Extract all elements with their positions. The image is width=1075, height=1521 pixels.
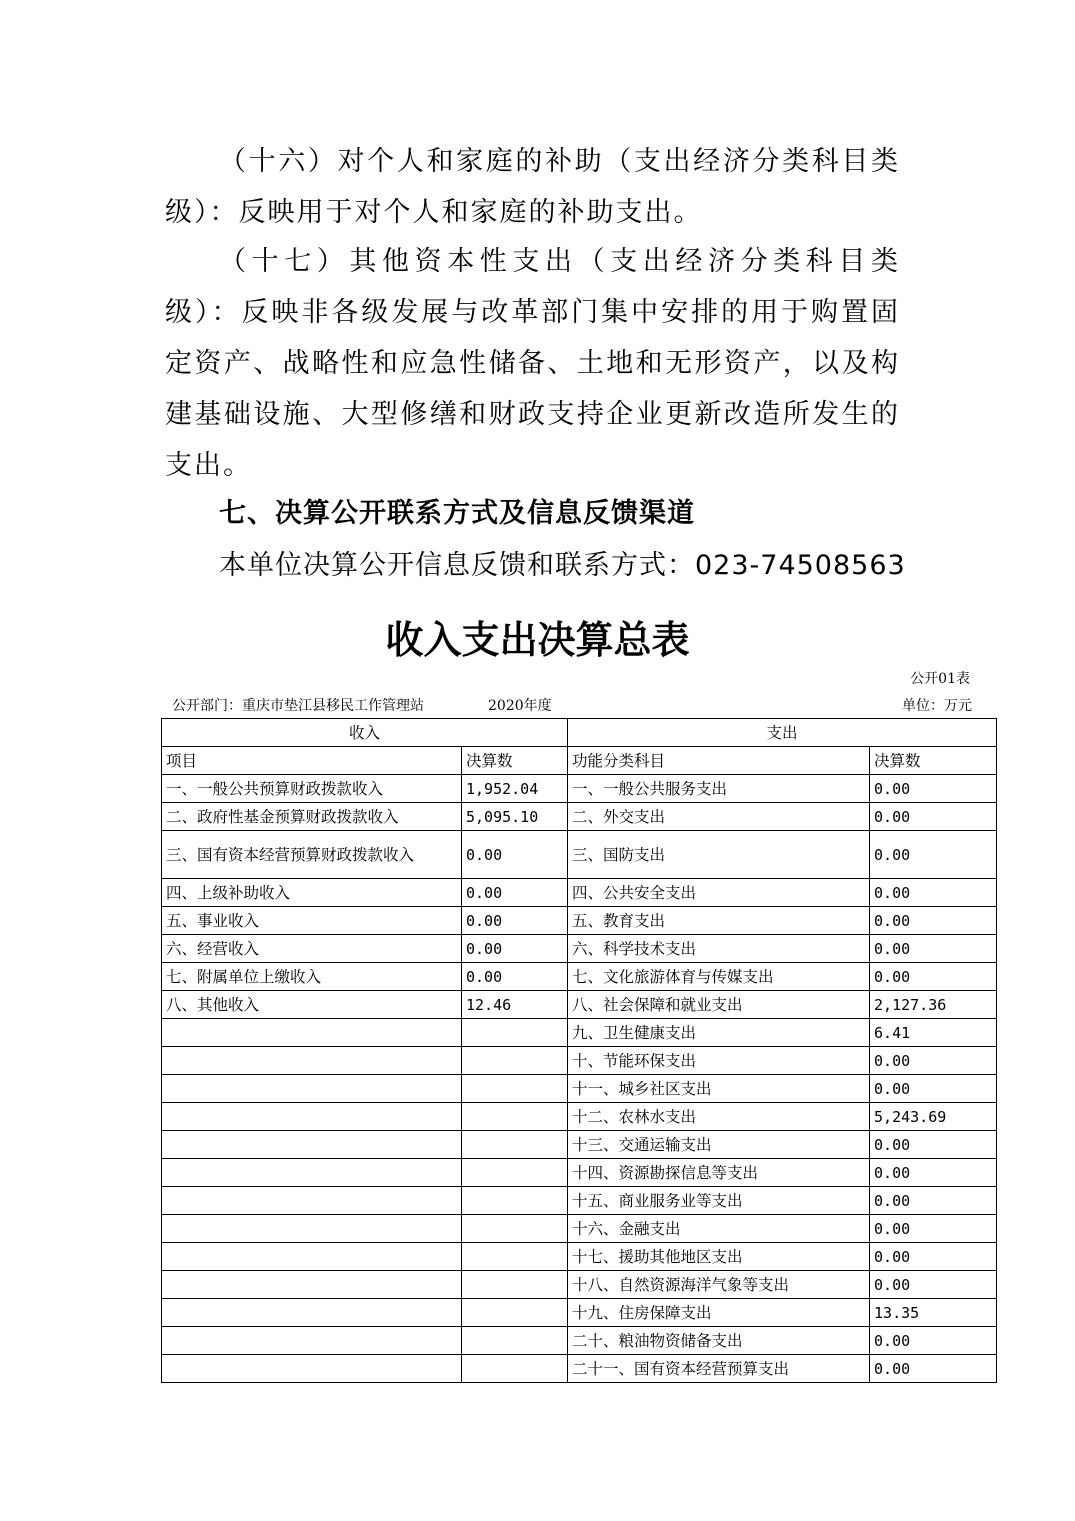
expense-amount-cell: 0.00 (870, 879, 997, 907)
expense-item-cell: 二、外交支出 (568, 803, 870, 831)
fiscal-year: 2020年度 (488, 698, 552, 714)
expense-amount-cell: 5,243.69 (870, 1103, 997, 1131)
column-header-function: 功能分类科目 (568, 747, 870, 775)
expense-item-cell: 三、国防支出 (568, 831, 870, 879)
table-row (162, 1215, 997, 1243)
income-amount-cell (462, 1131, 568, 1159)
expense-amount-cell: 0.00 (870, 1159, 997, 1187)
expense-item-cell: 四、公共安全支出 (568, 879, 870, 907)
income-amount-cell (462, 1187, 568, 1215)
table-row (162, 991, 997, 1019)
income-item-cell (162, 1187, 462, 1215)
income-amount-cell: 1,952.04 (462, 775, 568, 803)
table-row (162, 775, 997, 803)
table-row (162, 1271, 997, 1299)
expense-amount-cell: 0.00 (870, 1327, 997, 1355)
expense-amount-cell: 0.00 (870, 803, 997, 831)
expense-item-cell: 五、教育支出 (568, 907, 870, 935)
table-row (162, 831, 997, 879)
income-amount-cell: 0.00 (462, 879, 568, 907)
expense-amount-cell: 0.00 (870, 935, 997, 963)
column-header-item: 项目 (162, 747, 462, 775)
expense-amount-cell: 0.00 (870, 1047, 997, 1075)
expense-item-cell: 十二、农林水支出 (568, 1103, 870, 1131)
expense-amount-cell: 13.35 (870, 1299, 997, 1327)
income-item-cell (162, 1243, 462, 1271)
table-row (162, 1075, 997, 1103)
table-row (162, 907, 997, 935)
income-amount-cell: 12.46 (462, 991, 568, 1019)
table-row (162, 1299, 997, 1327)
expense-item-cell: 八、社会保障和就业支出 (568, 991, 870, 1019)
unit-label: 单位：万元 (902, 698, 972, 714)
income-amount-cell (462, 1355, 568, 1383)
income-amount-cell: 0.00 (462, 963, 568, 991)
expense-amount-cell: 0.00 (870, 1075, 997, 1103)
income-item-cell (162, 1355, 462, 1383)
income-item-cell (162, 1271, 462, 1299)
table-row (162, 803, 997, 831)
table-row (162, 1047, 997, 1075)
table-row (162, 879, 997, 907)
table-row (162, 935, 997, 963)
income-item-cell (162, 1215, 462, 1243)
expense-item-cell: 九、卫生健康支出 (568, 1019, 870, 1047)
table-column-header-row (162, 747, 997, 775)
table-number: 公开01表 (910, 671, 970, 687)
income-amount-cell: 5,095.10 (462, 803, 568, 831)
contact-info: 本单位决算公开信息反馈和联系方式：023-74508563 (219, 550, 906, 581)
income-item-cell: 一、一般公共预算财政拨款收入 (162, 775, 462, 803)
income-amount-cell (462, 1019, 568, 1047)
expense-item-cell: 十三、交通运输支出 (568, 1131, 870, 1159)
income-amount-cell (462, 1299, 568, 1327)
expense-amount-cell: 0.00 (870, 907, 997, 935)
paragraph-item-16: （十六）对个人和家庭的补助（支出经济分类科目类级）：反映用于对个人和家庭的补助支出。 (165, 146, 900, 228)
expense-item-cell: 十、节能环保支出 (568, 1047, 870, 1075)
income-item-cell: 七、附属单位上缴收入 (162, 963, 462, 991)
expense-item-cell: 十五、商业服务业等支出 (568, 1187, 870, 1215)
table-row (162, 1187, 997, 1215)
expense-amount-cell: 6.41 (870, 1019, 997, 1047)
income-amount-cell (462, 1047, 568, 1075)
income-amount-cell: 0.00 (462, 907, 568, 935)
expense-amount-cell: 0.00 (870, 1243, 997, 1271)
expense-amount-cell: 0.00 (870, 831, 997, 879)
income-item-cell: 三、国有资本经营预算财政拨款收入 (162, 831, 462, 879)
income-header: 收入 (162, 719, 568, 747)
income-item-cell (162, 1103, 462, 1131)
income-amount-cell (462, 1103, 568, 1131)
table-row (162, 1103, 997, 1131)
income-item-cell: 四、上级补助收入 (162, 879, 462, 907)
paragraph-item-17: （十七）其他资本性支出（支出经济分类科目类级）：反映非各级发展与改革部门集中安排的用于购置固定资产、战略性和应急性储备、土地和无形资产，以及构建基础设施、大型修缮和财政支持企业更新改造所发生的支出。 (165, 246, 900, 481)
expense-amount-cell: 0.00 (870, 1271, 997, 1299)
expense-item-cell: 十八、自然资源海洋气象等支出 (568, 1271, 870, 1299)
expense-amount-cell: 0.00 (870, 1187, 997, 1215)
expense-item-cell: 十一、城乡社区支出 (568, 1075, 870, 1103)
column-header-amount: 决算数 (462, 747, 568, 775)
expense-item-cell: 六、科学技术支出 (568, 935, 870, 963)
table-group-header-row (162, 719, 997, 747)
expense-item-cell: 二十、粮油物资储备支出 (568, 1327, 870, 1355)
income-amount-cell (462, 1075, 568, 1103)
expense-item-cell: 十七、援助其他地区支出 (568, 1243, 870, 1271)
expense-amount-cell: 0.00 (870, 963, 997, 991)
expense-item-cell: 七、文化旅游体育与传媒支出 (568, 963, 870, 991)
table-body (162, 719, 997, 1383)
income-item-cell: 六、经营收入 (162, 935, 462, 963)
table-row (162, 1243, 997, 1271)
table-row (162, 1131, 997, 1159)
income-amount-cell: 0.00 (462, 935, 568, 963)
expense-amount-cell: 0.00 (870, 775, 997, 803)
income-item-cell (162, 1047, 462, 1075)
expense-item-cell: 十六、金融支出 (568, 1215, 870, 1243)
income-amount-cell (462, 1271, 568, 1299)
table-row (162, 1019, 997, 1047)
column-header-amount-2: 决算数 (870, 747, 997, 775)
expense-item-cell: 二十一、国有资本经营预算支出 (568, 1355, 870, 1383)
expense-amount-cell: 0.00 (870, 1131, 997, 1159)
income-item-cell: 二、政府性基金预算财政拨款收入 (162, 803, 462, 831)
income-amount-cell (462, 1159, 568, 1187)
expense-header: 支出 (568, 719, 997, 747)
expense-amount-cell: 0.00 (870, 1215, 997, 1243)
income-amount-cell: 0.00 (462, 831, 568, 879)
expense-item-cell: 十九、住房保障支出 (568, 1299, 870, 1327)
table-row (162, 1355, 997, 1383)
section-heading: 七、决算公开联系方式及信息反馈渠道 (219, 498, 695, 529)
income-item-cell (162, 1019, 462, 1047)
income-item-cell (162, 1299, 462, 1327)
income-item-cell (162, 1327, 462, 1355)
expense-item-cell: 十四、资源勘探信息等支出 (568, 1159, 870, 1187)
table-row (162, 1159, 997, 1187)
income-amount-cell (462, 1243, 568, 1271)
income-item-cell: 五、事业收入 (162, 907, 462, 935)
income-item-cell (162, 1131, 462, 1159)
expense-item-cell: 一、一般公共服务支出 (568, 775, 870, 803)
department-label: 公开部门：重庆市垫江县移民工作管理站 (172, 698, 424, 714)
table-row (162, 963, 997, 991)
expense-amount-cell: 2,127.36 (870, 991, 997, 1019)
table-row (162, 1327, 997, 1355)
income-expense-table (161, 718, 997, 1383)
table-title: 收入支出决算总表 (385, 618, 690, 662)
income-amount-cell (462, 1327, 568, 1355)
income-item-cell (162, 1159, 462, 1187)
income-amount-cell (462, 1215, 568, 1243)
expense-amount-cell: 0.00 (870, 1355, 997, 1383)
income-item-cell: 八、其他收入 (162, 991, 462, 1019)
income-item-cell (162, 1075, 462, 1103)
